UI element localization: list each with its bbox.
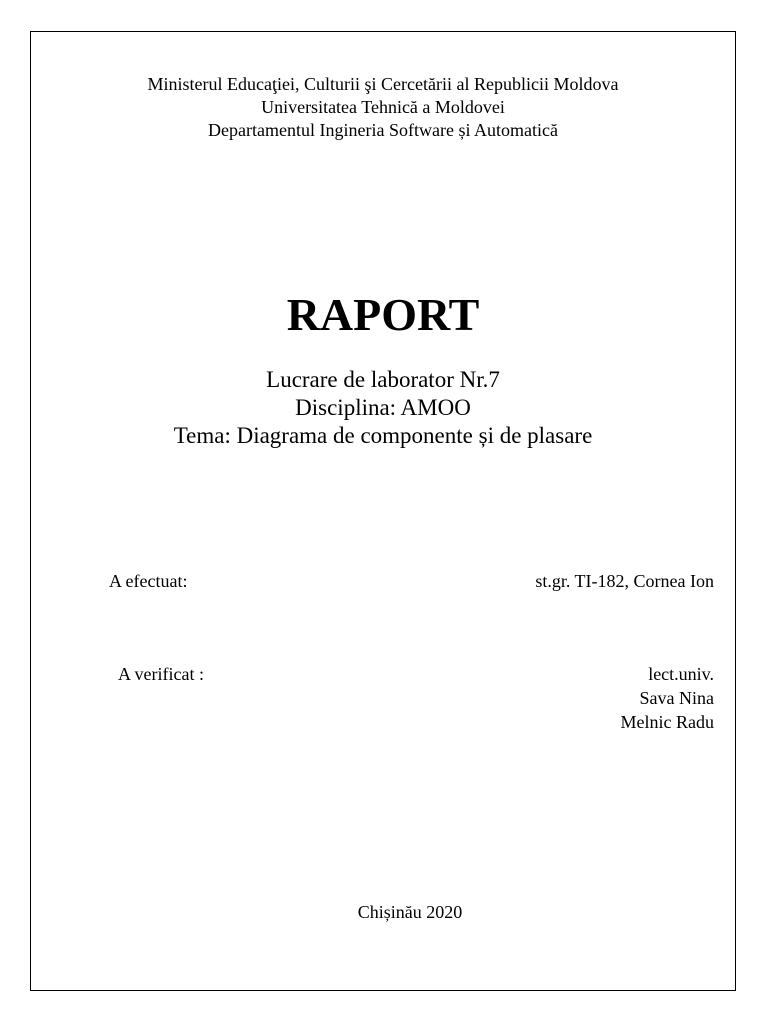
verified-label: A verificat : xyxy=(118,664,204,684)
performed-label: A efectuat: xyxy=(109,571,188,591)
discipline: Disciplina: AMOO xyxy=(295,395,471,420)
ministry-name: Ministerul Educaţiei, Culturii şi Cercetării al Republicii Moldova xyxy=(147,74,619,94)
topic: Tema: Diagrama de componente și de plasare xyxy=(173,423,593,448)
verifier-title: lect.univ. xyxy=(648,664,714,684)
subject-block xyxy=(30,366,736,450)
institution-header xyxy=(30,73,736,142)
report-title: RAPORT xyxy=(286,289,480,340)
department-name: Departamentul Ingineria Software și Automatică xyxy=(208,120,558,140)
performed-student: st.gr. TI-182, Cornea Ion xyxy=(535,571,714,591)
footer-city-year: Chișinău 2020 xyxy=(357,902,463,922)
performed-value xyxy=(535,569,714,593)
verifier-name-2: Melnic Radu xyxy=(620,712,714,732)
verifier-name-1: Sava Nina xyxy=(639,688,714,708)
page-border xyxy=(30,31,736,991)
lab-number: Lucrare de laborator Nr.7 xyxy=(266,367,500,392)
university-name: Universitatea Tehnică a Moldovei xyxy=(261,97,505,117)
verified-value xyxy=(621,662,714,734)
